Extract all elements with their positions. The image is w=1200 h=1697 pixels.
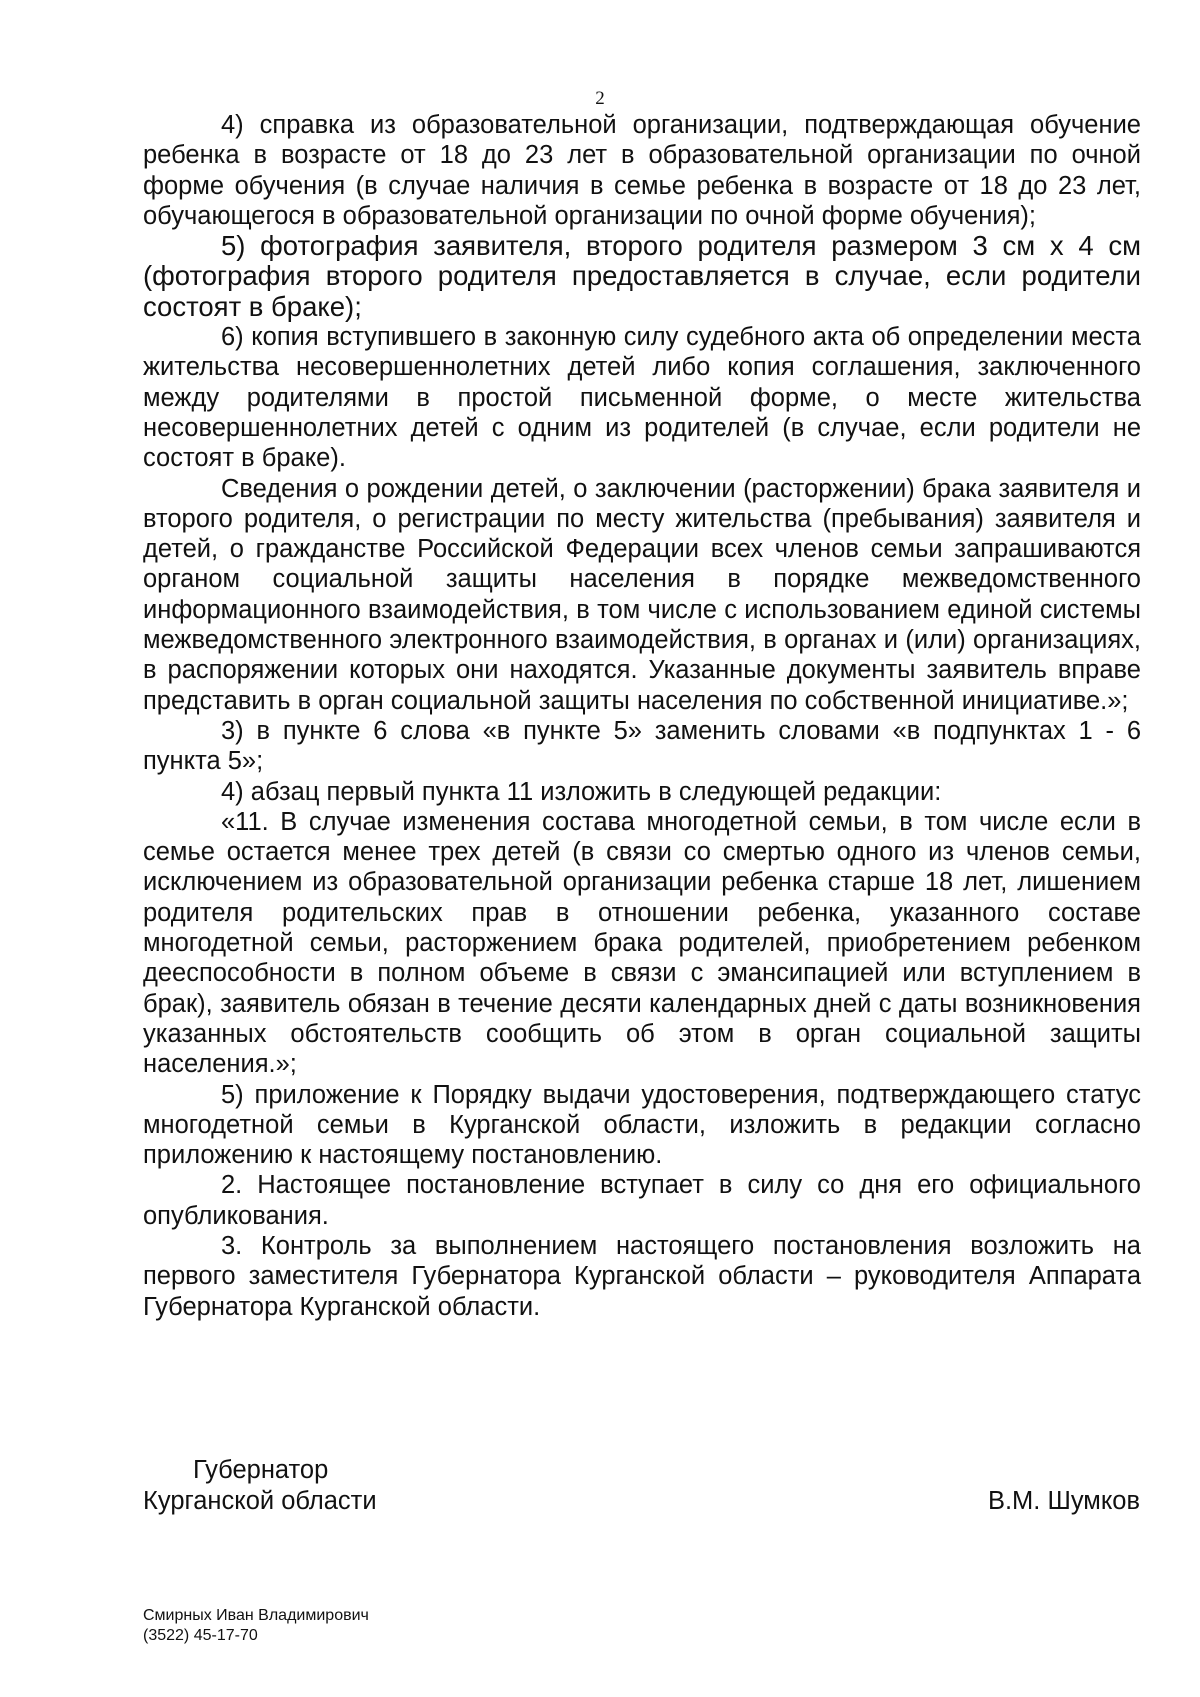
paragraph-point-11-text: «11. В случае изменения состава многодетной семьи, в том числе если в семье остается менее трех детей (в связи со смертью одного из членов семьи, исключением из образовательной организации ребенка старше 18 лет, лишением родителя родительских прав в отношении ребенка, указанного составе многодетной семьи, расторжением брака родителей, приобретением ребенком дееспособности в полном объеме в связи с эмансипацией или вступлением в брак), заявитель обязан в течение десяти календарных дней с даты возникновения указанных обстоятельств сообщить об этом в орган социальной защиты населения.»;: [143, 807, 1141, 1079]
executor-phone: (3522) 45-17-70: [143, 1627, 258, 1644]
paragraph-item-5-photo: 5) фотография заявителя, второго родителя размером 3 см х 4 см (фотография второго родителя предоставляется в случае, если родители состоят в браке);: [143, 230, 1141, 322]
signatory-title: [143, 1455, 377, 1517]
paragraph-entry-into-force: 2. Настоящее постановление вступает в силу со дня его официального опубликования.: [143, 1171, 1141, 1230]
signatory-name: В.М. Шумков: [987, 1487, 1140, 1515]
document-body: [143, 110, 1141, 1322]
signatory-title-line2: Курганской области: [143, 1487, 377, 1515]
paragraph-amend-point-11: 4) абзац первый пункта 11 изложить в следующей редакции:: [221, 777, 942, 806]
signatory-title-line1: Губернатор: [193, 1456, 329, 1484]
paragraph-appendix-amendment: 5) приложение к Порядку выдачи удостоверения, подтверждающего статус многодетной семьи в Курганской области, изложить в редакции согласно приложению к настоящему постановлению.: [143, 1080, 1141, 1170]
paragraph-control: 3. Контроль за выполнением настоящего постановления возложить на первого заместителя Губернатора Курганской области – руководителя Аппарата Губернатора Курганской области.: [143, 1231, 1141, 1321]
paragraph-item-6-court-act: 6) копия вступившего в законную силу судебного акта об определении места жительства несовершеннолетних детей либо копия соглашения, заключенного между родителями в простой письменной форме, о месте жительства несовершеннолетних детей с одним из родителей (в случае, если родители не состоят в браке).: [143, 323, 1141, 473]
paragraph-amend-point-6: 3) в пункте 6 слова «в пункте 5» заменить словами «в подпунктах 1 - 6 пункта 5»;: [143, 716, 1141, 776]
executor-name: Смирных Иван Владимирович: [143, 1607, 369, 1624]
executor-info: [143, 1606, 369, 1646]
page-number: 2: [595, 88, 605, 109]
paragraph-item-4-certificate: 4) справка из образовательной организации, подтверждающая обучение ребенка в возрасте от 18 до 23 лет в образовательной организации по очной форме обучения (в случае наличия в семье ребенка в возрасте от 18 до 23 лет, обучающегося в образовательной организации по очной форме обучения);: [143, 111, 1141, 230]
paragraph-interagency-info: Сведения о рождении детей, о заключении (расторжении) брака заявителя и второго родителя, о регистрации по месту жительства (пребывания) заявителя и детей, о гражданстве Российской Федерации всех членов семьи запрашиваются органом социальной защиты населения в порядке межведомственного информационного взаимодействия, в том числе с использованием единой системы межведомственного электронного взаимодействия, в органах и (или) организациях, в распоряжении которых они находятся. Указанные документы заявитель вправе представить в орган социальной защиты населения по собственной инициативе.»;: [143, 474, 1141, 715]
